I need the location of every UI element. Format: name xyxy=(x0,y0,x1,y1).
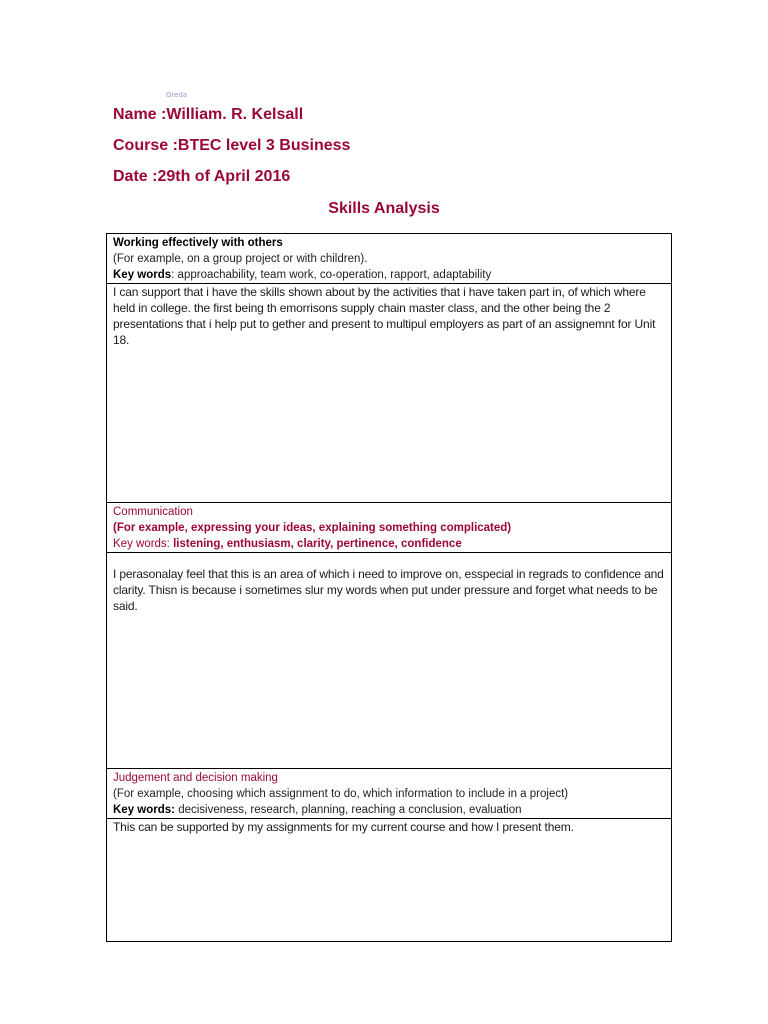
section-title: Communication xyxy=(113,506,193,518)
keywords-list: listening, enthusiasm, clarity, pertinence, confidence xyxy=(173,538,462,550)
skills-table xyxy=(106,233,672,942)
section-title: Working effectively with others xyxy=(113,237,283,249)
keywords-label: Key words: xyxy=(113,538,174,550)
keywords-list: decisiveness, research, planning, reaching a conclusion, evaluation xyxy=(178,804,522,816)
section-keywords xyxy=(113,802,665,818)
section-title: Judgement and decision making xyxy=(113,772,278,784)
section-response-judgement[interactable]: This can be supported by my assignments for my current course and how I present them. xyxy=(107,819,672,942)
section-keywords xyxy=(113,267,665,283)
section-keywords xyxy=(113,536,665,552)
table-row xyxy=(107,769,672,819)
table-row xyxy=(107,284,672,503)
section-header-working-with-others xyxy=(107,234,672,284)
course-heading: Course :BTEC level 3 Business xyxy=(113,137,351,154)
section-response-working-with-others[interactable]: I can support that i have the skills shown about by the activities that i have taken part in, of which where held in college. the first being th emorrisons supply chain master class, and the other being the 2 presentations that i help put to gether and present to multipul employers as part of an assignemnt for Unit 18. xyxy=(107,284,672,503)
table-row xyxy=(107,234,672,284)
keywords-label: Key words xyxy=(113,269,172,281)
table-row xyxy=(107,503,672,553)
date-heading: Date :29th of April 2016 xyxy=(113,168,291,185)
section-header-judgement xyxy=(107,769,672,819)
section-response-communication[interactable]: I perasonalay feel that this is an area of which i need to improve on, esspecial in regrads to confidence and clarity. Thisn is because i sometimes slur my words when put under pressure and forget what needs to be said. xyxy=(107,553,672,769)
handwritten-mark: Greda xyxy=(166,91,188,99)
keywords-list: : approachability, team work, co-operation, rapport, adaptability xyxy=(171,269,492,281)
table-row xyxy=(107,819,672,942)
section-example: (For example, on a group project or with children). xyxy=(113,253,368,265)
table-row xyxy=(107,553,672,769)
name-heading: Name :William. R. Kelsall xyxy=(113,106,304,123)
section-example: (For example, choosing which assignment to do, which information to include in a project) xyxy=(113,788,569,800)
keywords-label: Key words: xyxy=(113,804,179,816)
section-example: (For example, expressing your ideas, explaining something complicated) xyxy=(113,522,512,534)
section-header-communication xyxy=(107,503,672,553)
page-title: Skills Analysis xyxy=(328,200,440,217)
